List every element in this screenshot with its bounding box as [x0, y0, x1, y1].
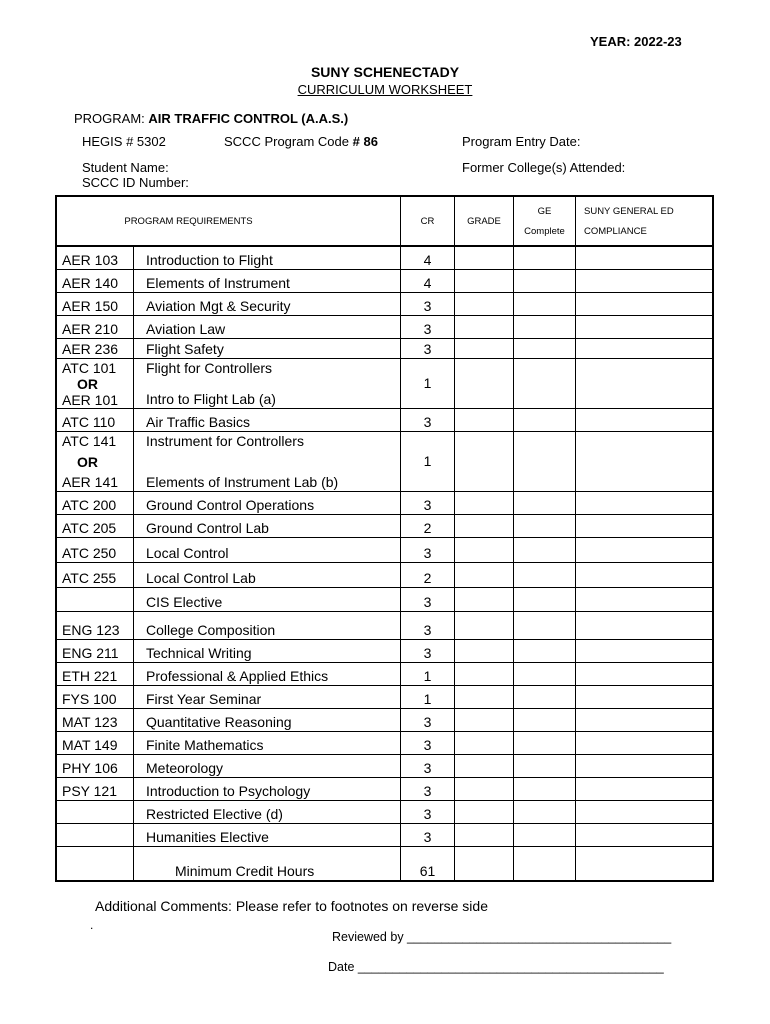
table-row	[57, 685, 712, 708]
credit-hours: 1	[401, 359, 455, 408]
suny-compliance-cell[interactable]	[576, 409, 712, 431]
course-code: AER 140	[57, 270, 134, 292]
ge-complete-cell[interactable]	[514, 732, 576, 754]
course-code	[57, 588, 134, 611]
grade-cell[interactable]	[455, 563, 514, 587]
course-title: First Year Seminar	[134, 686, 401, 708]
header-grade: GRADE	[455, 197, 514, 245]
course-code: PSY 121	[57, 778, 134, 800]
former-college-field[interactable]: Former College(s) Attended:	[462, 160, 626, 175]
course-title: Technical Writing	[134, 640, 401, 662]
student-name-field[interactable]: Student Name:	[82, 160, 169, 175]
course-code	[57, 359, 134, 408]
table-row	[57, 269, 712, 292]
course-code: PHY 106	[57, 755, 134, 777]
course-code: AER 210	[57, 316, 134, 338]
suny-compliance-cell[interactable]	[576, 270, 712, 292]
course-title: Elements of Instrument	[134, 270, 401, 292]
grade-cell[interactable]	[455, 270, 514, 292]
course-title-option: Intro to Flight Lab (a)	[146, 391, 276, 407]
table-row	[57, 431, 712, 491]
grade-cell[interactable]	[455, 432, 514, 491]
ge-complete-cell[interactable]	[514, 686, 576, 708]
table-row	[57, 587, 712, 611]
suny-compliance-cell[interactable]	[576, 588, 712, 611]
course-title: College Composition	[134, 612, 401, 639]
table-row	[57, 315, 712, 338]
grade-cell[interactable]	[455, 588, 514, 611]
suny-compliance-cell[interactable]	[576, 316, 712, 338]
suny-compliance-cell[interactable]	[576, 824, 712, 846]
ge-complete-cell[interactable]	[514, 612, 576, 639]
table-row	[57, 562, 712, 587]
credit-hours: 3	[401, 801, 455, 823]
course-code	[57, 801, 134, 823]
table-row	[57, 491, 712, 514]
ge-complete-cell[interactable]	[514, 316, 576, 338]
credit-hours: 3	[401, 824, 455, 846]
program-label: PROGRAM:	[74, 111, 145, 126]
table-header	[57, 197, 712, 247]
table-row	[57, 662, 712, 685]
grade-cell[interactable]	[455, 409, 514, 431]
credit-hours: 2	[401, 515, 455, 537]
grade-cell[interactable]	[455, 847, 514, 880]
course-title: Ground Control Lab	[134, 515, 401, 537]
ge-complete-cell[interactable]	[514, 563, 576, 587]
ge-complete-cell[interactable]	[514, 640, 576, 662]
course-code-option: ATC 141	[62, 433, 117, 449]
table-row	[57, 292, 712, 315]
college-name: SUNY SCHENECTADY	[310, 64, 460, 80]
suny-compliance-cell[interactable]	[576, 515, 712, 537]
grade-cell[interactable]	[455, 709, 514, 731]
course-code: ATC 250	[57, 538, 134, 562]
header-requirements: PROGRAM REQUIREMENTS	[57, 197, 401, 245]
worksheet-title: CURRICULUM WORKSHEET	[297, 82, 473, 97]
course-title: Meteorology	[134, 755, 401, 777]
grade-cell[interactable]	[455, 293, 514, 315]
ge-complete-cell[interactable]	[514, 709, 576, 731]
ge-complete-cell[interactable]	[514, 339, 576, 358]
table-row	[57, 408, 712, 431]
course-title: Quantitative Reasoning	[134, 709, 401, 731]
suny-compliance-cell[interactable]	[576, 847, 712, 880]
course-code	[57, 847, 134, 880]
course-title: Local Control	[134, 538, 401, 562]
ge-complete-cell[interactable]	[514, 359, 576, 408]
ge-complete-cell[interactable]	[514, 778, 576, 800]
course-title: Finite Mathematics	[134, 732, 401, 754]
ge-complete-cell[interactable]	[514, 663, 576, 685]
course-code: MAT 149	[57, 732, 134, 754]
ge-complete-cell[interactable]	[514, 801, 576, 823]
program-entry-date-field[interactable]: Program Entry Date:	[462, 134, 581, 149]
credit-hours: 3	[401, 492, 455, 514]
or-label: OR	[77, 376, 98, 392]
course-title-option: Elements of Instrument Lab (b)	[146, 474, 339, 490]
ge-complete-cell[interactable]	[514, 824, 576, 846]
suny-compliance-cell[interactable]	[576, 801, 712, 823]
table-body	[57, 247, 712, 880]
table-row	[57, 800, 712, 823]
suny-compliance-cell[interactable]	[576, 339, 712, 358]
grade-cell[interactable]	[455, 339, 514, 358]
table-row	[57, 777, 712, 800]
course-title: Local Control Lab	[134, 563, 401, 587]
table-row	[57, 639, 712, 662]
course-title: Aviation Mgt & Security	[134, 293, 401, 315]
table-row	[57, 537, 712, 562]
grade-cell[interactable]	[455, 732, 514, 754]
table-row	[57, 611, 712, 639]
header-cr: CR	[401, 197, 455, 245]
course-code: ATC 200	[57, 492, 134, 514]
suny-compliance-cell[interactable]	[576, 492, 712, 514]
credit-hours: 3	[401, 339, 455, 358]
grade-cell[interactable]	[455, 515, 514, 537]
ge-complete-cell[interactable]	[514, 847, 576, 880]
ge-complete-cell[interactable]	[514, 588, 576, 611]
suny-compliance-cell[interactable]	[576, 778, 712, 800]
suny-compliance-cell[interactable]	[576, 293, 712, 315]
course-title: Introduction to Flight	[134, 247, 401, 269]
course-title: Minimum Credit Hours	[134, 847, 401, 880]
credit-hours: 61	[401, 847, 455, 880]
suny-compliance-cell[interactable]	[576, 538, 712, 562]
credit-hours: 3	[401, 640, 455, 662]
header-suny-compliance: SUNY GENERAL ED COMPLIANCE	[584, 205, 674, 237]
credit-hours: 3	[401, 778, 455, 800]
credit-hours: 3	[401, 612, 455, 639]
grade-cell[interactable]	[455, 778, 514, 800]
course-title: Flight Safety	[134, 339, 401, 358]
program-line	[74, 111, 348, 126]
course-code-option: AER 101	[62, 392, 119, 408]
table-row	[57, 708, 712, 731]
course-title: Professional & Applied Ethics	[134, 663, 401, 685]
date-field[interactable]: Date ____________________________________________	[328, 960, 664, 974]
course-code: ETH 221	[57, 663, 134, 685]
grade-cell[interactable]	[455, 612, 514, 639]
table-row	[57, 247, 712, 269]
course-code: AER 236	[57, 339, 134, 358]
ge-complete-cell[interactable]	[514, 247, 576, 269]
ge-complete-cell[interactable]	[514, 293, 576, 315]
table-row	[57, 514, 712, 537]
dot-mark: .	[90, 918, 94, 932]
credit-hours: 4	[401, 270, 455, 292]
hegis-number: HEGIS # 5302	[82, 134, 166, 149]
total-row	[57, 846, 712, 880]
credit-hours: 3	[401, 293, 455, 315]
additional-comments: Additional Comments: Please refer to footnotes on reverse side	[95, 898, 488, 914]
grade-cell[interactable]	[455, 359, 514, 408]
course-code: ATC 110	[57, 409, 134, 431]
suny-compliance-cell[interactable]	[576, 640, 712, 662]
grade-cell[interactable]	[455, 686, 514, 708]
grade-cell[interactable]	[455, 824, 514, 846]
suny-compliance-cell[interactable]	[576, 359, 712, 408]
suny-compliance-cell[interactable]	[576, 432, 712, 491]
credit-hours: 2	[401, 563, 455, 587]
suny-compliance-cell[interactable]	[576, 612, 712, 639]
course-title: Restricted Elective (d)	[134, 801, 401, 823]
credit-hours: 3	[401, 709, 455, 731]
course-title	[134, 432, 401, 491]
suny-compliance-cell[interactable]	[576, 732, 712, 754]
grade-cell[interactable]	[455, 492, 514, 514]
course-code: AER 150	[57, 293, 134, 315]
credit-hours: 3	[401, 538, 455, 562]
course-code	[57, 432, 134, 491]
ge-complete-cell[interactable]	[514, 492, 576, 514]
ge-complete-cell[interactable]	[514, 515, 576, 537]
sccc-id-field[interactable]: SCCC ID Number:	[82, 175, 189, 190]
suny-compliance-cell[interactable]	[576, 563, 712, 587]
program-name: AIR TRAFFIC CONTROL (A.A.S.)	[148, 111, 349, 126]
course-title: Introduction to Psychology	[134, 778, 401, 800]
course-code: FYS 100	[57, 686, 134, 708]
course-title-option: Flight for Controllers	[146, 360, 273, 376]
course-code	[57, 824, 134, 846]
reviewed-by-field[interactable]: Reviewed by ______________________________________	[332, 930, 672, 944]
course-title: Ground Control Operations	[134, 492, 401, 514]
suny-compliance-cell[interactable]	[576, 709, 712, 731]
credit-hours: 3	[401, 409, 455, 431]
year-label: YEAR: 2022-23	[590, 34, 682, 49]
table-row	[57, 731, 712, 754]
suny-compliance-cell[interactable]	[576, 247, 712, 269]
course-title-option: Instrument for Controllers	[146, 433, 304, 449]
ge-complete-cell[interactable]	[514, 409, 576, 431]
course-title: Humanities Elective	[134, 824, 401, 846]
table-row	[57, 823, 712, 846]
course-title: CIS Elective	[134, 588, 401, 611]
course-code: ATC 205	[57, 515, 134, 537]
course-code-option: AER 141	[62, 474, 119, 490]
grade-cell[interactable]	[455, 316, 514, 338]
suny-compliance-cell[interactable]	[576, 663, 712, 685]
ge-complete-cell[interactable]	[514, 538, 576, 562]
program-code-line	[224, 134, 378, 149]
grade-cell[interactable]	[455, 755, 514, 777]
table-row	[57, 338, 712, 358]
credit-hours: 3	[401, 732, 455, 754]
credit-hours: 3	[401, 588, 455, 611]
course-title: Aviation Law	[134, 316, 401, 338]
credit-hours: 4	[401, 247, 455, 269]
or-label: OR	[77, 453, 98, 470]
table-row	[57, 358, 712, 408]
credit-hours: 3	[401, 316, 455, 338]
grade-cell[interactable]	[455, 247, 514, 269]
grade-cell[interactable]	[455, 538, 514, 562]
grade-cell[interactable]	[455, 663, 514, 685]
grade-cell[interactable]	[455, 640, 514, 662]
credit-hours: 1	[401, 663, 455, 685]
ge-complete-cell[interactable]	[514, 755, 576, 777]
course-code: MAT 123	[57, 709, 134, 731]
course-code: ATC 255	[57, 563, 134, 587]
program-code-label: SCCC Program Code	[224, 134, 349, 149]
credit-hours: 1	[401, 686, 455, 708]
suny-compliance-cell[interactable]	[576, 755, 712, 777]
credit-hours: 3	[401, 755, 455, 777]
program-code: # 86	[352, 134, 378, 149]
header-ge-complete: GE Complete	[514, 197, 576, 245]
ge-complete-cell[interactable]	[514, 432, 576, 491]
credit-hours: 1	[401, 432, 455, 491]
suny-compliance-cell[interactable]	[576, 686, 712, 708]
course-title	[134, 359, 401, 408]
course-title: Air Traffic Basics	[134, 409, 401, 431]
course-code: ENG 123	[57, 612, 134, 639]
curriculum-table	[55, 195, 714, 882]
ge-complete-cell[interactable]	[514, 270, 576, 292]
table-row	[57, 754, 712, 777]
course-code-option: ATC 101	[62, 360, 117, 376]
course-code: ENG 211	[57, 640, 134, 662]
course-code: AER 103	[57, 247, 134, 269]
grade-cell[interactable]	[455, 801, 514, 823]
